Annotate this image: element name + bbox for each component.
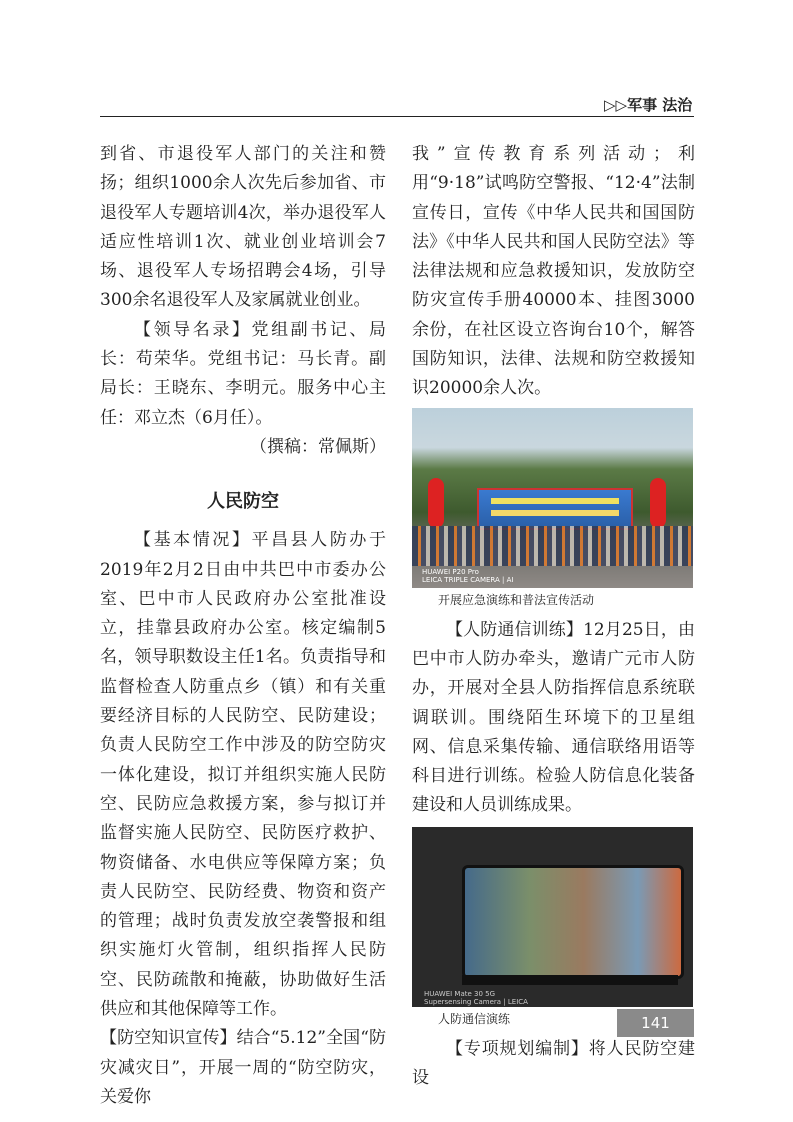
device-panel bbox=[462, 975, 678, 985]
paragraph-knowledge bbox=[100, 1024, 386, 1112]
comm-tag: 【人防通信训练】 bbox=[446, 619, 584, 640]
paragraph-veterans: 到省、市退役军人部门的关注和赞扬；组织1000余人次先后参加省、市退役军人专题培训4次，举办退役军人适应性培训1次、就业创业培训会7场、退役军人专场招聘会4场，引导300余名退役军人及家属就业创业。 bbox=[100, 144, 386, 311]
left-column bbox=[100, 140, 386, 1112]
event-banner bbox=[477, 488, 633, 530]
paragraph-propaganda: 我”宣传教育系列活动；利用“9·18”试鸣防空警报、“12·4”法制宣传日，宣传《中华人民共和国国防法》《中华人民共和国人民防空法》等法律法规和应急救援知识，发放防空防灾宣传手册40000本、挂图3000余份，在社区设立咨询台10个，解答国防知识，法律、法规和防空救援知识20000余人次。 bbox=[412, 144, 695, 399]
device-screen bbox=[462, 865, 684, 979]
photo-caption: 人防通信演练 bbox=[438, 1011, 511, 1026]
camera-watermark: HUAWEI Mate 30 5G Supersensing Camera | LEICA bbox=[424, 989, 528, 1006]
paragraph-basic bbox=[100, 526, 386, 1024]
knowledge-text: 结合“5.12”全国“防灾减灾日”，开展一周的“防空防灾，关爱你 bbox=[100, 1028, 386, 1107]
leaders-tag: 【领导名录】 bbox=[134, 319, 252, 340]
red-lantern bbox=[428, 478, 444, 528]
basic-tag: 【基本情况】 bbox=[134, 530, 252, 551]
knowledge-tag: 【防空知识宣传】 bbox=[100, 1028, 237, 1049]
drill-photo bbox=[412, 408, 693, 588]
leaders-text: 党组副书记、局长：苟荣华。党组书记：马长青。副局长：王晓东、李明元。服务中心主任：邓立杰（6月任）。 bbox=[100, 319, 386, 428]
camera-watermark: HUAWEI P20 Pro LEICA TRIPLE CAMERA | AI bbox=[422, 567, 514, 584]
section-title: 人民防空 bbox=[207, 491, 279, 513]
comm-text: 12月25日，由巴中市人防办牵头，邀请广元市人防办，开展对全县人防指挥信息系统联调联训。围绕陌生环境下的卫星组网、信息采集传输、通信联络用语等科目进行训练。检验人防信息化装备建设和人员训练成果。 bbox=[412, 619, 696, 816]
paragraph-leaders bbox=[100, 316, 386, 433]
header-rule bbox=[100, 116, 694, 117]
plan-tag: 【专项规划编制】 bbox=[446, 1038, 589, 1059]
red-lantern bbox=[650, 478, 666, 528]
author-credit: （撰稿：常佩斯） bbox=[250, 436, 386, 457]
crowd bbox=[412, 526, 693, 566]
basic-text: 平昌县人防办于2019年2月2日由中共巴中市委办公室、巴中市人民政府办公室批准设立，挂靠县政府办公室。核定编制5名，领导职数设主任1名。负责指导和监督检查人防重点乡（镇）和有关重要经济目标的人民防空、民防建设；负责人民防空工作中涉及的防空防灾一体化建设，拟订并组织实施人民防空、民防应急救援方案，参与拟订并监督实施人民防空、民防医疗救护、物资储备、水电供应等保障方案；负责人民防空、民防经费、物资和资产的管理；战时负责发放空袭警报和组织实施灯火管制，组织指挥人民防空、民防疏散和掩蔽，协助做好生活供应和其他保障等工作。 bbox=[100, 530, 386, 1020]
page-number: 141 bbox=[617, 1009, 694, 1037]
paragraph-communication bbox=[412, 616, 695, 821]
section-header: ▷▷军事 法治 bbox=[604, 96, 693, 114]
plan-text: 将人民防空建设 bbox=[412, 1038, 696, 1089]
comm-photo bbox=[412, 827, 693, 1007]
right-column bbox=[412, 140, 695, 1093]
photo-caption: 开展应急演练和普法宣传活动 bbox=[438, 592, 595, 607]
paragraph-planning bbox=[412, 1035, 695, 1094]
